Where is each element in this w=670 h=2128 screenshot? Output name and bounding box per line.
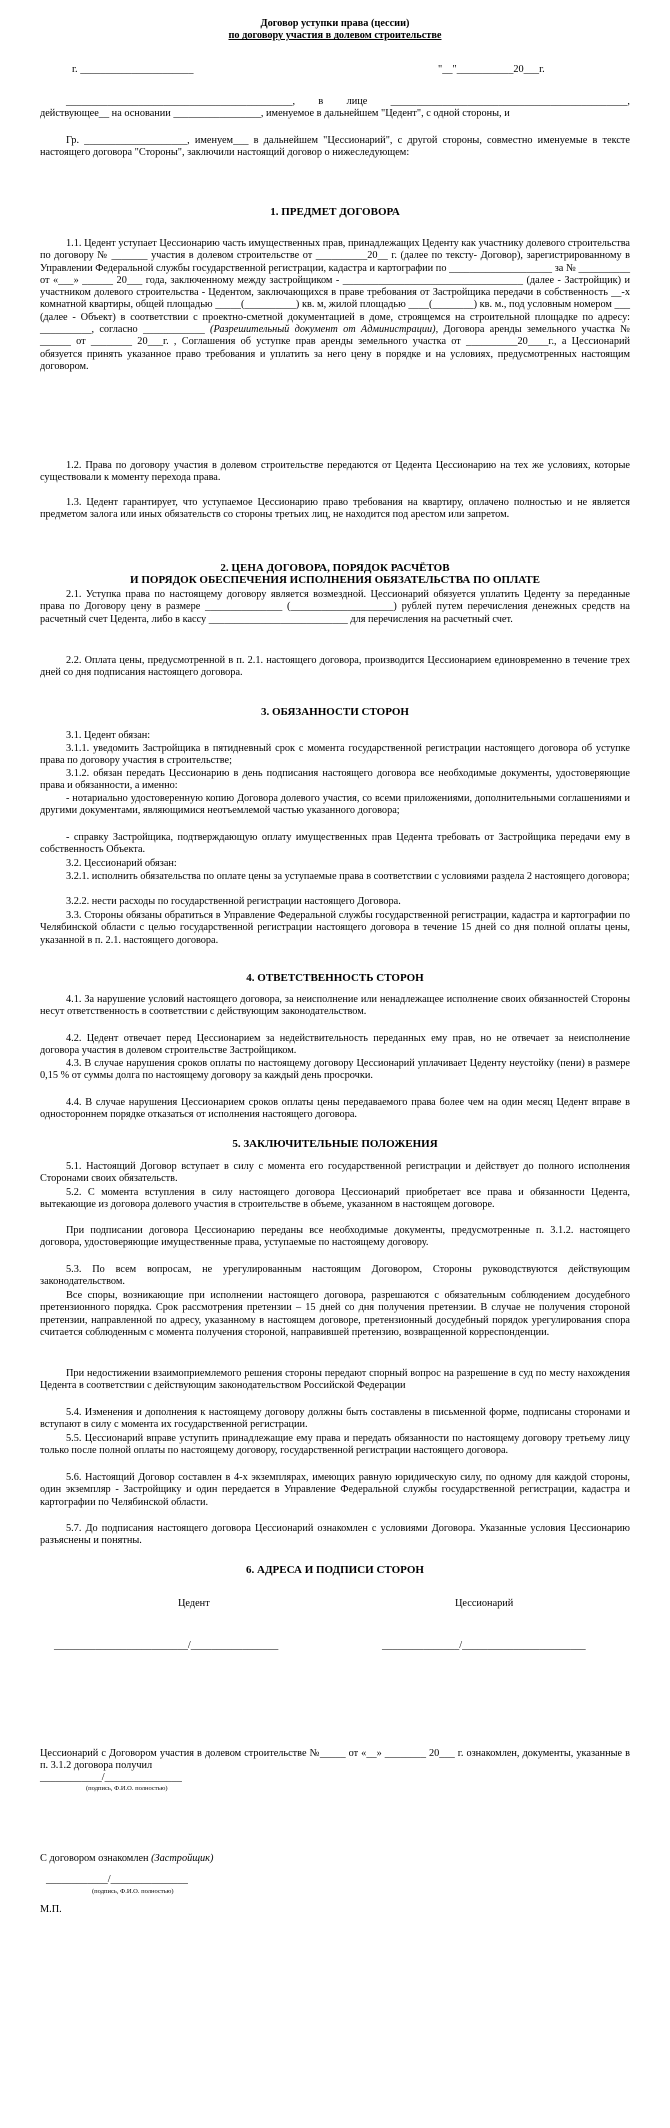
section-3-heading: 3. ОБЯЗАННОСТИ СТОРОН — [260, 706, 409, 718]
clause-1-2: 1.2. Права по договору участия в долевом строительстве передаются от Цедента Цессионарию на тех же условиях, которые существовали к моменту перехода права. — [40, 460, 630, 484]
clause-3-2-2: 3.2.2. нести расходы по государственной регистрации настоящего Договора. — [66, 896, 401, 907]
section-2-heading — [40, 562, 630, 587]
clause-3-3: 3.3. Стороны обязаны обратиться в Управление Федеральной службы государственной регистрации, кадастра и картографии по Челябинской области с целью государственной регистрации настоящего договора в течение 15 дней со дня полной оплаты цены, указанной в п. 2.1. настоящего договора. — [40, 910, 630, 946]
clause-5-5: 5.5. Цессионарий вправе уступить принадлежащие ему права и передать обязанности по настоящему договору третьему лицу только после полной оплаты по настоящему договору, государственной регистрации настоящего договора. — [40, 1433, 630, 1457]
preamble-cessionary: Гр. ____________________, именуем___ в дальнейшем "Цессионарий", с другой стороны, совместно именуемые в тексте настоящего договора "Стороны", заключили настоящий договор о нижеследующем: — [40, 135, 630, 159]
clause-3-1: 3.1. Цедент обязан: — [66, 730, 151, 741]
clause-4-1: 4.1. За нарушение условий настоящего договора, за неисполнение или ненадлежащее исполнение своих обязанностей Стороны несут ответственность в соответствии с действующим законодательством. — [40, 994, 630, 1018]
clause-3-1-1: 3.1.1. уведомить Застройщика в пятидневный срок с момента государственной регистрации настоящего договора об уступке права по договору участия в строительстве; — [40, 743, 630, 767]
acknowledgement-text: Цессионарий с Договором участия в долевом строительстве №_____ от «__» ________ 20___ г. ознакомлен, документы, указанные в п. 3.1.2 договора получил — [40, 1748, 630, 1772]
cedent-signature-line: __________________________/_________________ — [54, 1640, 279, 1651]
section-1-heading: 1. ПРЕДМЕТ ДОГОВОРА — [270, 206, 400, 218]
clause-5-2-note: При подписании договора Цессионарию переданы все необходимые документы, предусмотренные п. 3.1.2. настоящего договора, удостоверяющие имущественные права, уступаемые по настоящему договору. — [40, 1225, 630, 1249]
cedent-label: Цедент — [178, 1598, 210, 1609]
clause-4-3: 4.3. В случае нарушения сроков оплаты по настоящему договору Цессионарий уплачивает Цеденту неустойку (пени) в размере 0,15 % от суммы долга по настоящему договору за каждый день просрочки. — [40, 1058, 630, 1082]
clause-3-2-1: 3.2.1. исполнить обязательства по оплате цены за уступаемые права в соответствии с условиями раздела 2 настоящего договора; — [66, 871, 630, 882]
cessionary-signature-line: _______________/________________________ — [382, 1640, 586, 1651]
clause-5-1: 5.1. Настоящий Договор вступает в силу с момента его государственной регистрации и действует до полного исполнения Сторонами своих обязательств. — [40, 1161, 630, 1185]
clause-5-3: 5.3. По всем вопросам, не урегулированным настоящим Договором, Стороны руководствуются действующим законодательством. — [40, 1264, 630, 1288]
clause-4-4: 4.4. В случае нарушения Цессионарием сроков оплаты цены передаваемого права более чем на один месяц Цедент вправе в одностороннем порядке отказаться от исполнения настоящего договора. — [40, 1097, 630, 1121]
section-5-heading: 5. ЗАКЛЮЧИТЕЛЬНЫЕ ПОЛОЖЕНИЯ — [232, 1138, 438, 1150]
section-2-heading-line-1: 2. ЦЕНА ДОГОВОРА, ПОРЯДОК РАСЧЁТОВ — [220, 562, 450, 574]
clause-1-1-text-b: Договора аренды земельного участка № ______ от ________ 20___г. , Соглашения об уступке прав аренды земельного участка от __________20____г., а Цессионарий обязуется принять указанное право требования и уплатить за него цену в порядке и на условиях, предусмотренных настоящим договором. — [40, 324, 630, 372]
clause-3-list-item-1: - нотариально удостоверенную копию Договора долевого участия, со всеми приложениями, дополнительными соглашениями и другими документами, являющимися неотъемлемой частью указанного договора; — [40, 793, 630, 817]
developer-italic: (Застройщик) — [151, 1853, 214, 1864]
date-field: "__"___________20___г. — [438, 64, 545, 75]
clause-2-1: 2.1. Уступка права по настоящему договору является возмездной. Цессионарий обязуется уплатить Цеденту за переданные права по Договору цену в размере _______________ (____________________) рублей путем перечисления денежных средств на расчетный счет Цедента, либо в кассу ___________________________ для перечисления на расчетный счет. — [40, 589, 630, 625]
stamp-place: М.П. — [40, 1904, 62, 1915]
clause-3-2: 3.2. Цессионарий обязан: — [66, 858, 177, 869]
clause-1-3: 1.3. Цедент гарантирует, что уступаемое Цессионарию право требования на квартиру, оплачено полностью и не является предметом залога или иных обязательств со стороны третьих лиц, не находится под арестом или запретом. — [40, 497, 630, 521]
clause-5-2: 5.2. С момента вступления в силу настоящего договора Цессионарий приобретает все права и обязанности Цедента, вытекающие из договора долевого участия в строительстве в объеме, указанном в настоящем договоре. — [40, 1187, 630, 1211]
clause-2-2: 2.2. Оплата цены, предусмотренной в п. 2.1. настоящего договора, производится Цессионарием единовременно в течение трех дней со дня подписания настоящего договора. — [40, 655, 630, 679]
city-field: г. ______________________ — [72, 64, 194, 75]
developer-acknowledgement — [40, 1853, 440, 1865]
preamble-parties: ____________________________________________, в лице ______________________________________________, действующее__ на основании _________________, именуемое в дальнейшем "Цедент", с одной стороны, и — [40, 96, 630, 120]
clause-5-3-court: При недостижении взаимоприемлемого решения стороны передают спорный вопрос на разрешение в суд по месту нахождения Цедента в соответствии с действующим законодательством Российской Федерации — [40, 1368, 630, 1392]
document-title — [40, 18, 630, 43]
clause-5-4: 5.4. Изменения и дополнения к настоящему договору должны быть составлены в письменной форме, подписаны сторонами и вступают в силу с момента их государственной регистрации. — [40, 1407, 630, 1431]
clause-1-1-italic: (Разрешительный документ от Администрации), — [210, 324, 439, 336]
clause-3-1-2: 3.1.2. обязан передать Цессионарию в день подписания настоящего договора все необходимые документы, удостоверяющие права и обязанности, а именно: — [40, 768, 630, 792]
acknowledgement-caption: (подпись, Ф.И.О. полностью) — [86, 1785, 168, 1792]
clause-1-1 — [40, 238, 630, 373]
section-2-heading-line-2: И ПОРЯДОК ОБЕСПЕЧЕНИЯ ИСПОЛНЕНИЯ ОБЯЗАТЕЛЬСТВА ПО ОПЛАТЕ — [130, 574, 540, 587]
clause-5-7: 5.7. До подписания настоящего договора Цессионарий ознакомлен с условиями Договора. Указанные условия Цессионарию разъяснены и понятны. — [40, 1523, 630, 1547]
title-line-1: Договор уступки права (цессии) — [260, 18, 410, 29]
cessionary-label: Цессионарий — [455, 1598, 514, 1609]
developer-text: С договором ознакомлен — [40, 1853, 149, 1864]
section-6-heading: 6. АДРЕСА И ПОДПИСИ СТОРОН — [246, 1564, 424, 1576]
clause-4-2: 4.2. Цедент отвечает перед Цессионарием за недействительность переданных ему прав, но не отвечает за неисполнение договора участия в долевом строительстве Застройщиком. — [40, 1033, 630, 1057]
clause-1-1-text-a: 1.1. Цедент уступает Цессионарию часть имущественных прав, принадлежащих Цеденту как участнику долевого строительства по договору № _______ участия в долевом строительстве от __________20__ г. (далее по тексту- Договор), зарегистрированному в Управлении Федеральной службы государственной регистрации, кадастра и картографии по ____________________ за № __________ от «___» ______ 20___ года, заключенному между застройщиком - ___________________________________ (далее - Застройщик) и участником долевого строительства - Цедентом, заключающихся в праве требования от Застройщика передачи в собственность __-х комнатной квартиры, общей площадью _____(__________) кв. м, жилой площадью ____(________) кв. м., под условным номером ___ (далее - Объект) в соответствии с проектно-сметной документацией в доме, строящемся на строительной площадке по адресу: __________, согласно ____________ — [40, 238, 630, 336]
acknowledgement-signature-line: ____________/_______________ — [40, 1772, 182, 1783]
section-4-heading: 4. ОТВЕТСТВЕННОСТЬ СТОРОН — [246, 972, 424, 984]
clause-3-list-item-2: - справку Застройщика, подтверждающую оплату имущественных прав Цедента требовать от Застройщика передачи ему в собственность Объекта. — [40, 832, 630, 856]
clause-5-6: 5.6. Настоящий Договор составлен в 4-х экземплярах, имеющих равную юридическую силу, по одному для каждой стороны, один экземпляр - Застройщику и один передается в Управление Федеральной службы государственной регистрации, кадастра и картографии по Челябинской области. — [40, 1472, 630, 1508]
clause-5-3-disputes: Все споры, возникающие при исполнении настоящего договора, разрешаются с обязательным соблюдением досудебного претензионного порядка. Срок рассмотрения претензии – 15 дней со дня получения претензии. В случае не получения стороной претензии, направленной по адресу, указанному в настоящем договоре, претензионный досудебный порядок урегулирования спора считается соблюденным с момента получения стороной, направившей претензию, возвращенной корреспонденции. — [40, 1290, 630, 1338]
title-line-2: по договору участия в долевом строительстве — [228, 30, 442, 42]
developer-caption: (подпись, Ф.И.О. полностью) — [92, 1888, 174, 1895]
developer-signature-line: ____________/_______________ — [46, 1874, 188, 1885]
